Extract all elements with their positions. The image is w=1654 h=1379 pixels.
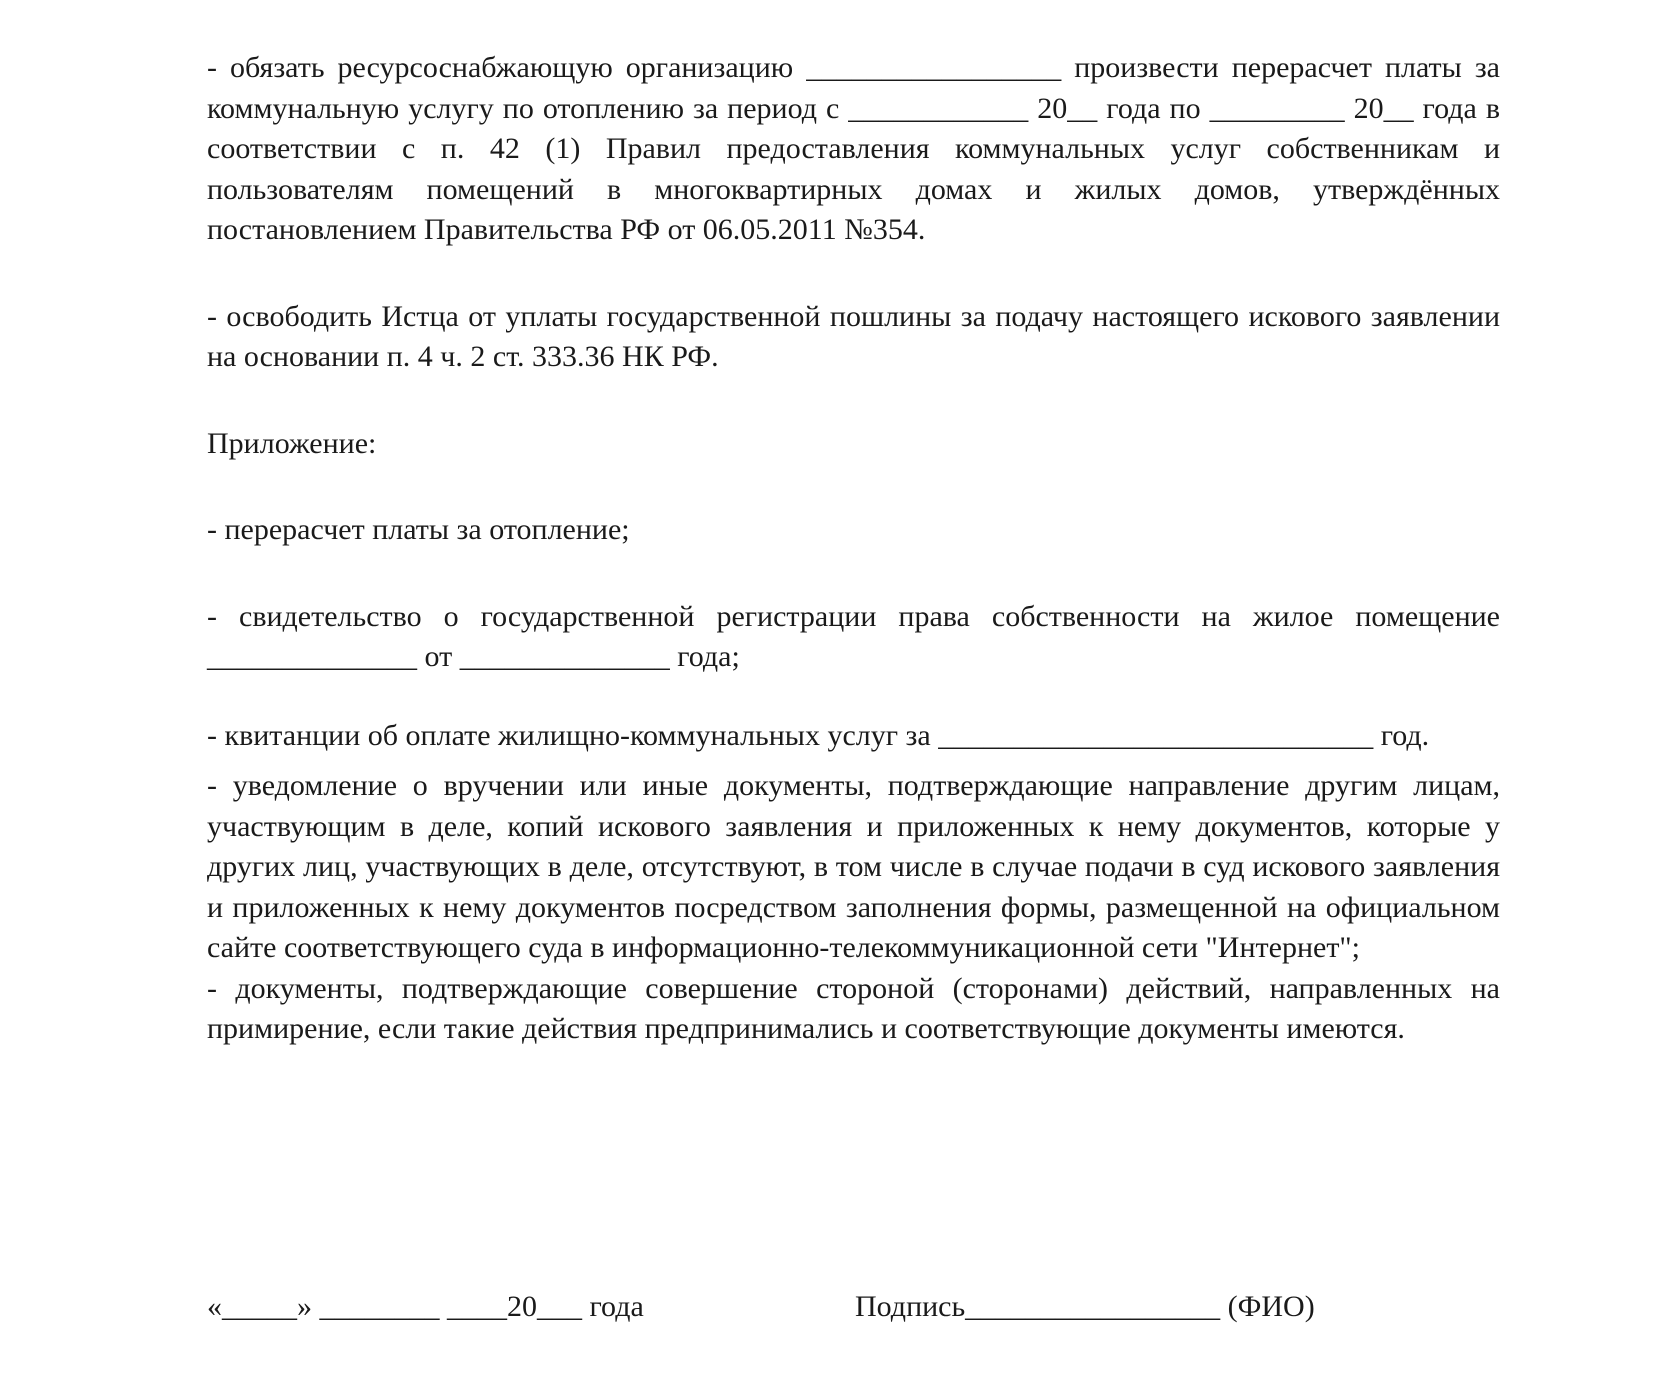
attachments-heading: Приложение:: [207, 426, 377, 460]
clause-fee-exemption: - освободить Истца от уплаты государственной пошлины за подачу настоящего искового заявлении на основании п. 4 ч. 2 ст. 333.36 НК РФ.: [207, 299, 1500, 373]
signature-sign-line: Подпись_________________ (ФИО): [855, 1290, 1315, 1323]
attachment-recalculation: - перерасчет платы за отопление;: [207, 513, 630, 546]
attachment-receipts: - квитанции об оплате жилищно-коммунальных услуг за _____________________________ год.: [207, 718, 1430, 752]
attachment-delivery-notice: - уведомление о вручении или иные документы, подтверждающие направление другим лицам, участвующим в деле, копий искового заявления и приложенных к нему документов, которые у других лиц, участвующих в деле, отсутствуют, в том числе в случае подачи в суд искового заявления и приложенных к нему документов посредством заполнения формы, размещенной на официальном сайте соответствующего суда в информационно-телекоммуникационной сети "Интернет";: [207, 769, 1500, 964]
attachment-reconciliation-docs: - документы, подтверждающие совершение стороной (сторонами) действий, направленных на примирение, если такие действия предпринимались и соответствующие документы имеются.: [207, 971, 1500, 1045]
clause-recalculation: - обязать ресурсоснабжающую организацию _________________ произвести перерасчет платы за коммунальную услугу по отоплению за период с ____________ 20__ года по _________ 20__ года в соответствии с п. 42 (1) Правил предоставления коммунальных услуг собственникам и пользователям помещений в многоквартирных домах и жилых домов, утверждённых постановлением Правительства РФ от 06.05.2011 №354.: [207, 51, 1500, 246]
document-page: [207, 48, 1500, 1050]
attachment-ownership-certificate: - свидетельство о государственной регистрации права собственности на жилое помещение ______________ от ______________ года;: [207, 599, 1500, 673]
signature-date-line: «_____» ________ ____20___ года: [207, 1290, 644, 1323]
